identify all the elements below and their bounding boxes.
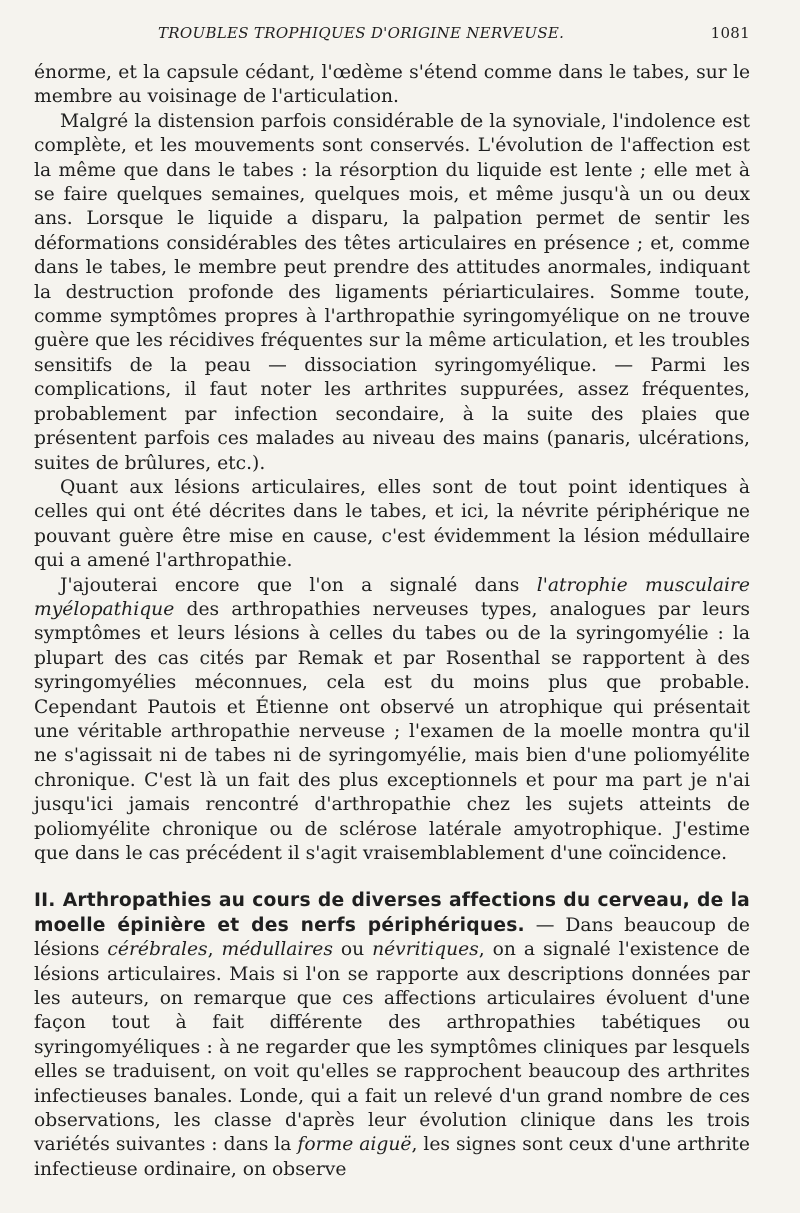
section-heading: II. Arthropathies au cours de diverses affections du cerveau, de la moelle épinière et des nerfs périphériques. <box>34 890 750 936</box>
italic-term: forme aiguë <box>297 1134 412 1156</box>
paragraph-text: J'ajouterai encore que l'on a signalé dans <box>60 574 537 596</box>
paragraph-syringomyelia-evolution <box>34 110 750 476</box>
paragraph-articular-lesions <box>34 476 750 574</box>
paragraph-text: — Dans beaucoup de lésions <box>34 914 750 961</box>
running-head <box>34 24 750 46</box>
paragraph-text: énorme, et la capsule cédant, l'œdème s'étend comme dans le tabes, sur le membre au voisinage de l'articulation. <box>34 62 750 108</box>
italic-term: cérébrales <box>107 939 208 961</box>
paragraph-text: ou <box>332 939 373 961</box>
section-ii-paragraph <box>34 889 750 1182</box>
paragraph-text: , les signes sont ceux d'une arthrite infectieuse ordinaire, on observe <box>34 1134 750 1180</box>
paragraph-text: Malgré la distension parfois considérable de la synoviale, l'indolence est complète, et les mouvements sont conservés. L'évolution de l'affection est la même que dans le tabes : la résorption du liquide est lente ; elle met à se faire quelques semaines, quelques mois, et même jusqu'à un ou deux ans. Lorsque le liquide a disparu, la palpation permet de sentir les déformations considérables des têtes articulaires en présence ; et, comme dans le tabes, le membre peut prendre des attitudes anormales, indiquant la destruction profonde des ligaments périarticulaires. Somme toute, comme symptômes propres à l'arthropathie syringomyélique on ne trouve guère que les récidives fréquentes sur la même articulation, et les troubles sensitifs de la peau — dissociation syringomyélique. — Parmi les complications, il faut noter les arthrites suppurées, assez fréquentes, probablement par infection secondaire, à la suite des plaies que présentent parfois ces malades au niveau des mains (panaris, ulcérations, suites de brûlures, etc.). <box>34 110 750 474</box>
italic-term: névritiques <box>372 939 479 961</box>
page-number: 1081 <box>710 24 750 42</box>
italic-term: l'atrophie musculaire myélopathique <box>34 574 750 620</box>
page-body <box>34 61 750 1182</box>
paragraph-myelopathic-atrophy <box>34 574 750 867</box>
paragraph-text: , on a signalé l'existence de lésions articulaires. Mais si l'on se rapporte aux descriptions données par les auteurs, on remarque que ces affections articulaires évoluent d'une façon tout à fait différente des arthropathies tabétiques ou syringomyéliques : à ne regarder que les symptômes cliniques par lesquels elles se traduisent, on voit qu'elles se rapprochent beaucoup des arthrites infectieuses banales. Londe, qui a fait un relevé d'un grand nombre de ces observations, les classe d'après leur évolution clinique dans les trois variétés suivantes : dans la <box>34 939 750 1156</box>
running-title: TROUBLES TROPHIQUES D'ORIGINE NERVEUSE. <box>158 24 565 42</box>
paragraph-text: des arthropathies nerveuses types, analogues par leurs symptômes et leurs lésions à celles du tabes ou de la syringomyélie : la plupart des cas cités par Remak et par Rosenthal se rapportent à des syringomyélies méconnues, cela est du moins plus que probable. Cependant Pautois et Étienne ont observé un atrophique qui présentait une véritable arthropathie nerveuse ; l'examen de la moelle montra qu'il ne s'agissait ni de tabes ni de syringomyélie, mais bien d'une poliomyélite chronique. C'est là un fait des plus exceptionnels et pour ma part je n'ai jusqu'ici jamais rencontré d'arthropathie chez les sujets atteints de poliomyélite chronique ou de sclérose latérale amyotrophique. J'estime que dans le cas précédent il s'agit vraisemblablement d'une coïncidence. <box>34 598 750 864</box>
paragraph-text: , <box>207 939 222 961</box>
paragraph-text: Quant aux lésions articulaires, elles sont de tout point identiques à celles qui ont été décrites dans le tabes, et ici, la névrite périphérique ne pouvant guère être mise en cause, c'est évidemment la lésion médullaire qui a amené l'arthropathie. <box>34 476 750 572</box>
italic-term: médullaires <box>221 939 333 961</box>
paragraph-continuation <box>34 61 750 110</box>
